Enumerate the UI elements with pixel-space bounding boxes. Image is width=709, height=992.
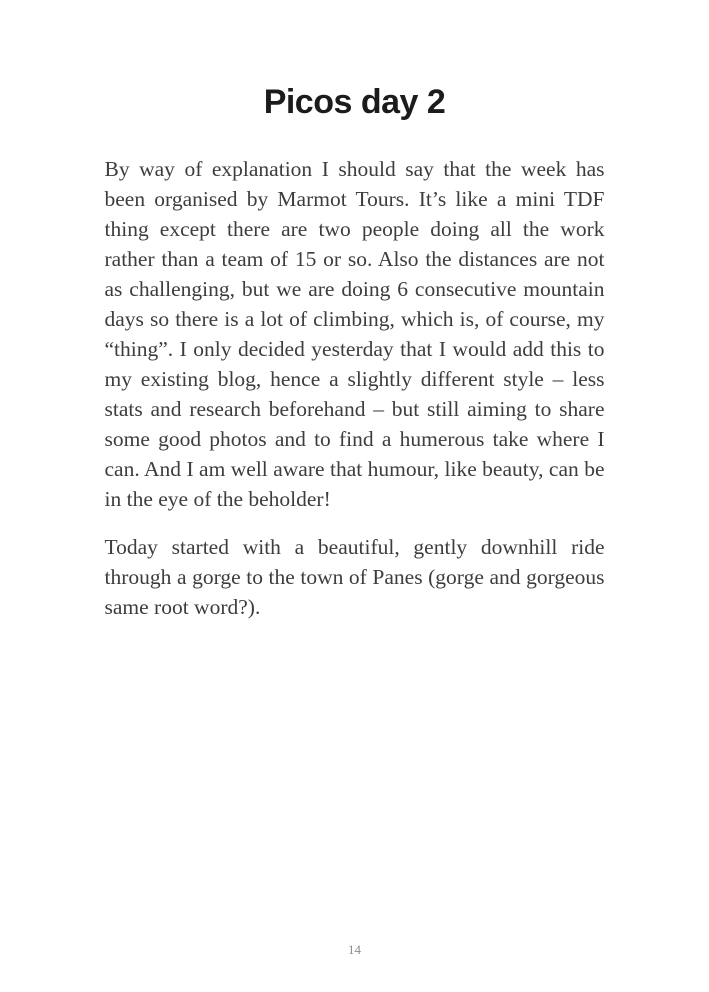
page-number: 14	[348, 942, 361, 957]
body-paragraph: By way of explanation I should say that the week has been organised by Marmot Tours. It’s like a mini TDF thing except there are two people doing all the work rather than a team of 15 or so. Also the distances are not as challenging, but we are doing 6 consecutive mountain days so there is a lot of climbing, which is, of course, my “thing”. I only decided yesterday that I would add this to my existing blog, hence a slightly different style – less stats and research beforehand – but still aiming to share some good photos and to find a humerous take where I can. And I am well aware that humour, like beauty, can be in the eye of the beholder!	[104, 157, 605, 512]
page-content	[105, 154, 605, 622]
page-title: Picos day 2	[263, 83, 446, 121]
body-paragraph: Today started with a beautiful, gently downhill ride through a gorge to the town of Panes (gorge and gorgeous same root word?).	[104, 535, 605, 620]
